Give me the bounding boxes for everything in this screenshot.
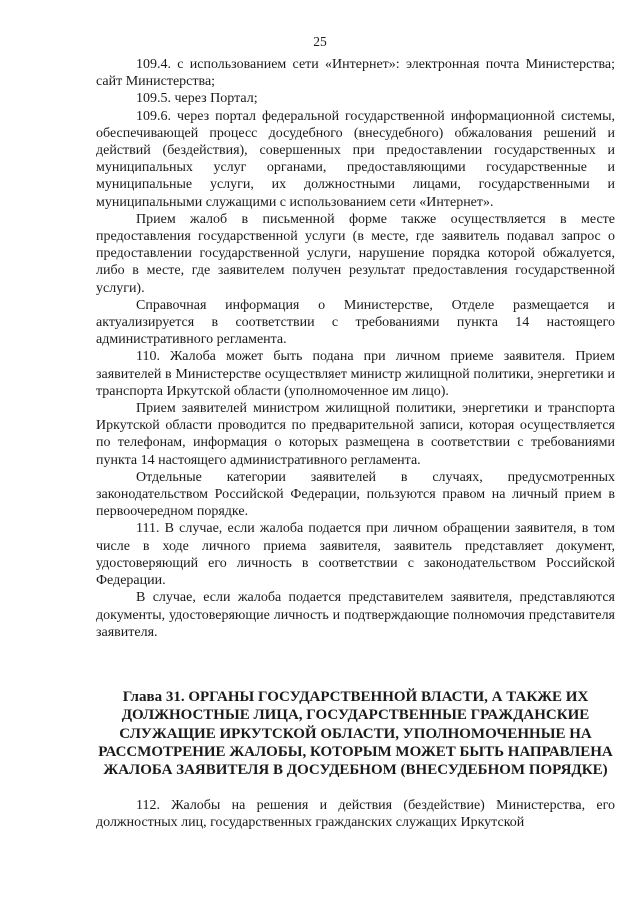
paragraph-109-4: 109.4. с использованием сети «Интернет»: электронная почта Министерства; сайт Министерства; (96, 57, 615, 90)
page-number: 25 (313, 34, 327, 49)
paragraph-110: 110. Жалоба может быть подана при личном приеме заявителя. Прием заявителей в Министерстве осуществляет министр жилищной политики, энергетики и транспорта Иркутской области (уполномоченное им лицо). (96, 349, 615, 399)
paragraph-109-6: 109.6. через портал федеральной государственной информационной системы, обеспечивающей процесс досудебного (внесудебного) обжалования решений и действий (бездействия), совершенных при предоставлении государственных и муниципальных услуг органами, предоставляющими государственные и муниципальные услуги, их должностными лицами, государственными и муниципальными служащими с использованием сети «Интернет». (96, 108, 615, 210)
paragraph-representative: В случае, если жалоба подается представителем заявителя, представляются документы, удостоверяющие личность и подтверждающие полномочия представителя заявителя. (96, 590, 615, 640)
document-body (96, 56, 615, 641)
paragraph-written-complaints: Прием жалоб в письменной форме также осуществляется в месте предоставления государственной услуги (в месте, где заявитель подавал запрос о предоставлении государственной услуги, нарушение порядка которой обжалуется, либо в месте, где заявителем получен результат предоставления государственной услуги). (96, 211, 615, 296)
paragraph-reception-by-appointment: Прием заявителей министром жилищной политики, энергетики и транспорта Иркутской области проводится по предварительной записи, которая осуществляется по телефонам, информация о которых размещена в соответствии с требованиями пункта 14 настоящего административного регламента. (96, 401, 615, 468)
document-body-continued (96, 797, 615, 831)
paragraph-reference-info: Справочная информация о Министерстве, Отделе размещается и актуализируется в соответствии с требованиями пункта 14 настоящего административного регламента. (96, 297, 615, 348)
chapter-31-heading: Глава 31. ОРГАНЫ ГОСУДАРСТВЕННОЙ ВЛАСТИ, А ТАКЖЕ ИХ ДОЛЖНОСТНЫЕ ЛИЦА, ГОСУДАРСТВЕННЫЕ ГРАЖДАНСКИЕ СЛУЖАЩИЕ ИРКУТСКОЙ ОБЛАСТИ, УПОЛНОМОЧЕННЫЕ НА РАССМОТРЕНИЕ ЖАЛОБЫ, КОТОРЫМ МОЖЕТ БЫТЬ НАПРАВЛЕНА ЖАЛОБА ЗАЯВИТЕЛЯ В ДОСУДЕБНОМ (ВНЕСУДЕБНОМ ПОРЯДКЕ) (98, 689, 613, 779)
paragraph-109-5: 109.5. через Портал; (136, 91, 258, 107)
paragraph-112: 112. Жалобы на решения и действия (бездействие) Министерства, его должностных лиц, государственных гражданских служащих Иркутской (96, 798, 615, 831)
paragraph-priority-reception: Отдельные категории заявителей в случаях, предусмотренных законодательством Российской Федерации, пользуются правом на личный прием в первоочередном порядке. (96, 469, 615, 520)
paragraph-111: 111. В случае, если жалоба подается при личном обращении заявителя, в том числе в ходе личного приема заявителя, заявитель представляет документ, удостоверяющий его личность в соответствии с законодательством Российской Федерации. (96, 521, 615, 589)
